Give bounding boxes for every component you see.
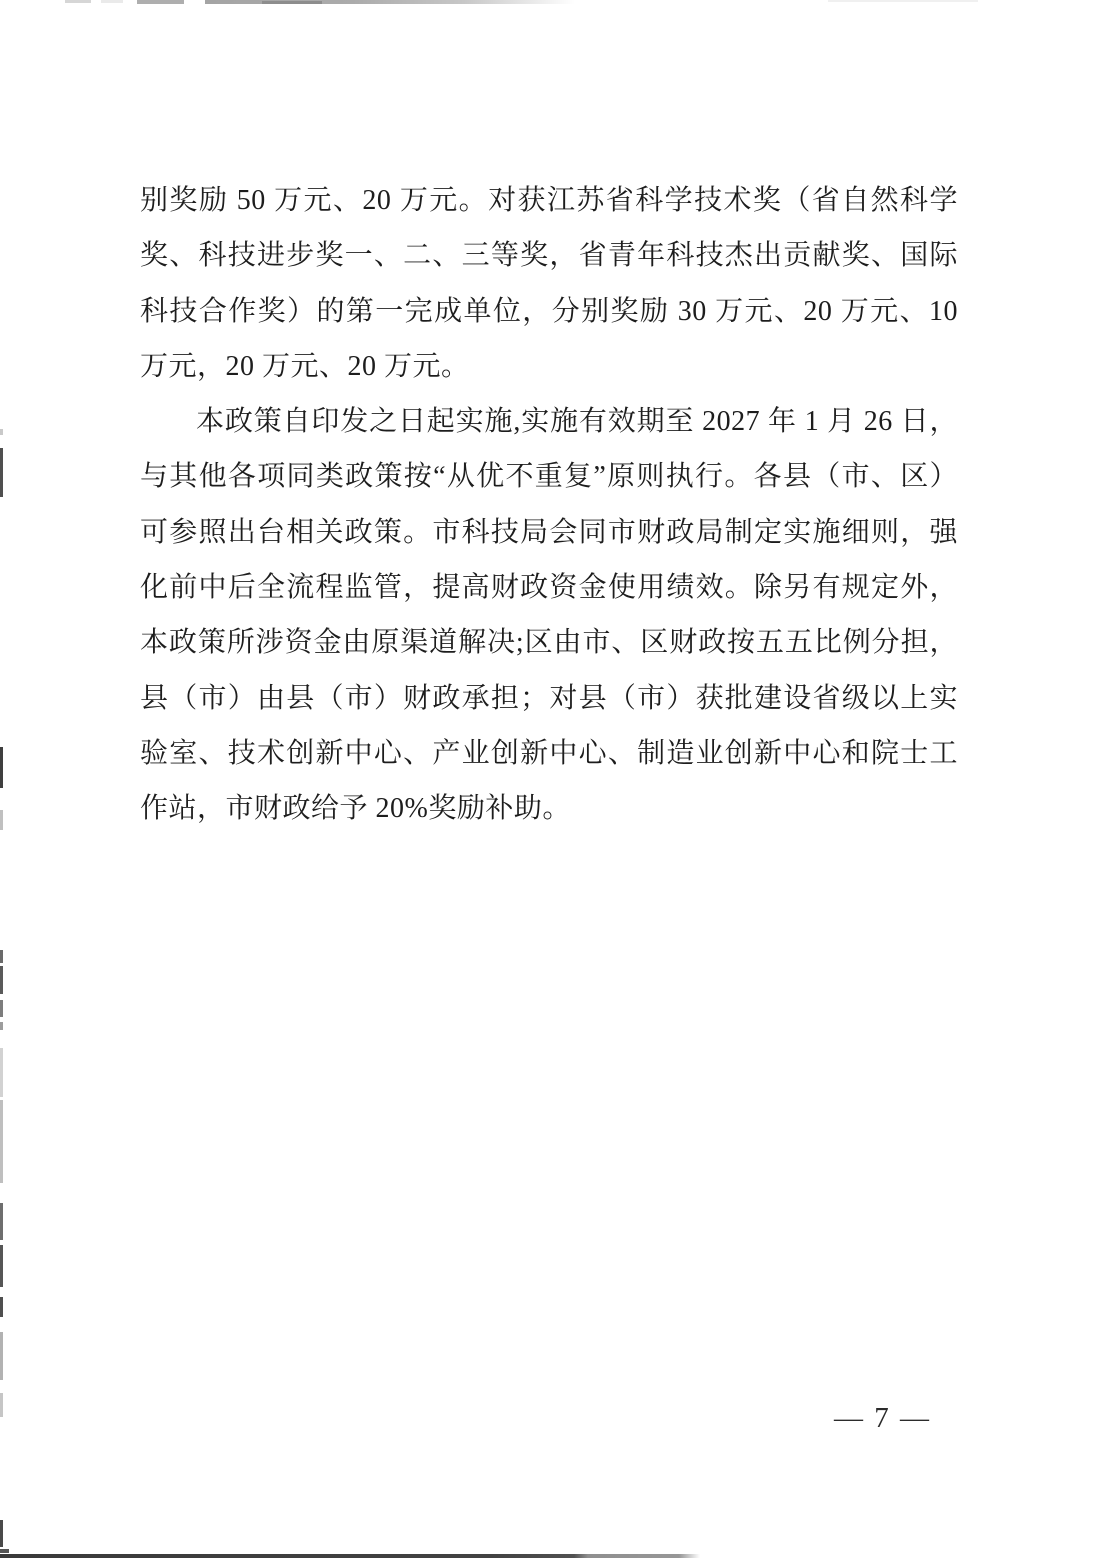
scan-noise-left-edge	[0, 1245, 3, 1287]
text-line: 奖、科技进步奖一、二、三等奖，省青年科技杰出贡献奖、国际	[140, 240, 958, 272]
scan-noise-top-edge	[65, 0, 91, 3]
text-line: 可参照出台相关政策。市科技局会同市财政局制定实施细则，强	[140, 516, 958, 548]
scan-noise-left-edge	[0, 747, 3, 788]
scan-noise-left-edge	[0, 448, 3, 497]
text-line: 本政策自印发之日起实施,实施有效期至 2027 年 1 月 26 日，	[196, 406, 958, 438]
text-line: 作站，市财政给予 20%奖励补助。	[140, 793, 571, 825]
scan-noise-left-edge	[0, 1520, 3, 1547]
page-number: — 7 —	[834, 1402, 931, 1434]
text-line: 科技合作奖）的第一完成单位，分别奖励 30 万元、20 万元、10	[140, 295, 958, 327]
scan-noise-top-edge	[828, 0, 978, 2]
scan-noise-left-edge	[0, 810, 3, 830]
scan-noise-left-edge	[0, 429, 3, 435]
scan-noise-top-edge	[101, 0, 123, 3]
scan-noise-top-edge	[262, 1, 322, 4]
scan-noise-left-edge	[0, 1100, 3, 1183]
scan-noise-left-edge	[0, 1000, 3, 1017]
text-line: 万元，20 万元、20 万元。	[140, 350, 470, 382]
scan-noise-left-edge	[0, 1297, 3, 1317]
policy-text-block	[140, 173, 958, 837]
scan-noise-bottom-edge	[0, 1549, 9, 1553]
scan-noise-left-edge	[0, 950, 3, 963]
scan-noise-top-edge	[205, 0, 575, 4]
scan-noise-left-edge	[0, 1022, 3, 1030]
text-line: 化前中后全流程监管，提高财政资金使用绩效。除另有规定外，	[140, 572, 958, 604]
scan-noise-left-edge	[0, 1203, 3, 1240]
text-line: 别奖励 50 万元、20 万元。对获江苏省科学技术奖（省自然科学	[140, 185, 958, 216]
text-line: 县（市）由县（市）财政承担；对县（市）获批建设省级以上实	[140, 682, 958, 714]
scan-noise-left-edge	[0, 1048, 3, 1097]
scan-noise-left-edge	[0, 966, 3, 994]
text-line: 验室、技术创新中心、产业创新中心、制造业创新中心和院士工	[140, 737, 958, 769]
text-line: 本政策所涉资金由原渠道解决;区由市、区财政按五五比例分担，	[140, 627, 958, 659]
scan-noise-left-edge	[0, 1332, 3, 1380]
text-line: 与其他各项同类政策按“从优不重复”原则执行。各县（市、区）	[140, 461, 958, 493]
scan-noise-left-edge	[0, 1393, 3, 1417]
scan-noise-top-edge	[137, 0, 184, 4]
scan-noise-bottom-edge	[0, 1554, 700, 1558]
